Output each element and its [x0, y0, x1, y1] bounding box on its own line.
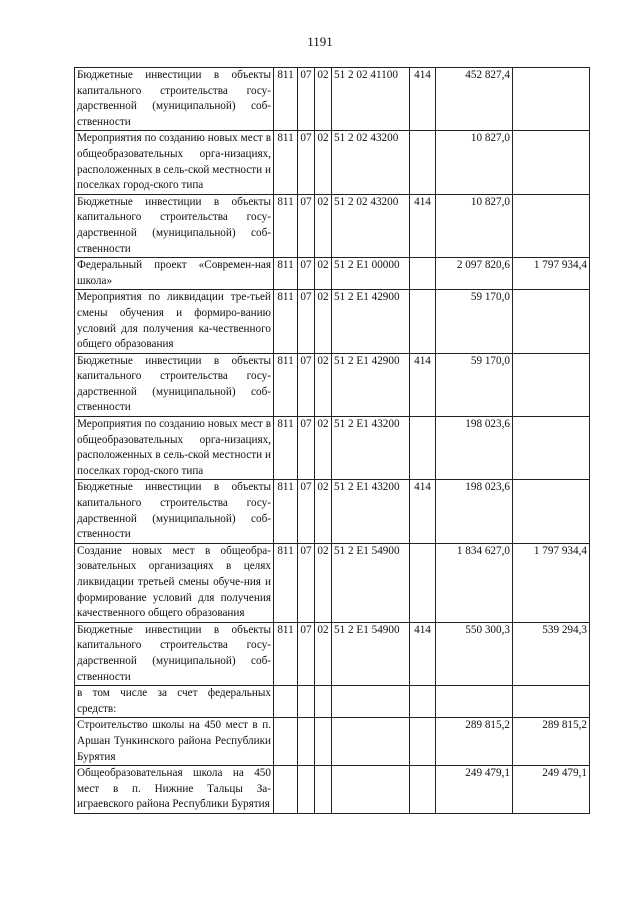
subsection-code-cell: 02: [315, 194, 332, 257]
amount-total-cell: [436, 686, 513, 718]
ministry-code-cell: 811: [274, 543, 298, 622]
ministry-code-cell: 811: [274, 258, 298, 290]
target-article-cell: 51 2 02 43200: [332, 194, 410, 257]
section-code-cell: 07: [298, 194, 315, 257]
expense-type-cell: [410, 417, 436, 480]
item-name-cell: Бюджетные инвестиции в объекты капитального строительства госу-дарственной (муниципальной) соб-ственности: [75, 480, 274, 543]
amount-federal-cell: 249 479,1: [513, 766, 590, 814]
section-code-cell: [298, 686, 315, 718]
target-article-cell: 51 2 E1 42900: [332, 353, 410, 416]
target-article-cell: 51 2 E1 43200: [332, 417, 410, 480]
subsection-code-cell: 02: [315, 543, 332, 622]
subsection-code-cell: [315, 718, 332, 766]
expense-type-cell: [410, 686, 436, 718]
target-article-cell: 51 2 E1 43200: [332, 480, 410, 543]
ministry-code-cell: 811: [274, 353, 298, 416]
item-name-cell: Мероприятия по ликвидации тре-тьей смены обучения и формиро-ванию условий для получения ка-чественного общего образования: [75, 290, 274, 353]
amount-federal-cell: 539 294,3: [513, 622, 590, 685]
target-article-cell: 51 2 E1 42900: [332, 290, 410, 353]
section-code-cell: 07: [298, 68, 315, 131]
subsection-code-cell: 02: [315, 290, 332, 353]
expense-type-cell: [410, 718, 436, 766]
subsection-code-cell: [315, 766, 332, 814]
table-row: [75, 353, 590, 416]
subsection-code-cell: 02: [315, 68, 332, 131]
table-row: [75, 622, 590, 685]
amount-total-cell: 10 827,0: [436, 194, 513, 257]
ministry-code-cell: 811: [274, 290, 298, 353]
amount-federal-cell: [513, 480, 590, 543]
subsection-code-cell: 02: [315, 622, 332, 685]
ministry-code-cell: 811: [274, 417, 298, 480]
item-name-cell: Федеральный проект «Современ-ная школа»: [75, 258, 274, 290]
amount-total-cell: 2 097 820,6: [436, 258, 513, 290]
amount-federal-cell: [513, 686, 590, 718]
item-name-cell: Мероприятия по созданию новых мест в общеобразовательных орга-низациях, расположенных в сель-ской местности и поселках город-ского типа: [75, 417, 274, 480]
amount-total-cell: 550 300,3: [436, 622, 513, 685]
subsection-code-cell: 02: [315, 417, 332, 480]
section-code-cell: 07: [298, 417, 315, 480]
amount-federal-cell: [513, 68, 590, 131]
amount-federal-cell: [513, 417, 590, 480]
item-name-cell: Создание новых мест в общеобра-зовательных организациях в целях ликвидации третьей смены обуче-ния и формирование условий для получения качественного общего образования: [75, 543, 274, 622]
section-code-cell: 07: [298, 290, 315, 353]
expense-type-cell: [410, 543, 436, 622]
section-code-cell: [298, 766, 315, 814]
amount-federal-cell: [513, 353, 590, 416]
ministry-code-cell: [274, 686, 298, 718]
amount-federal-cell: 1 797 934,4: [513, 258, 590, 290]
amount-total-cell: 59 170,0: [436, 290, 513, 353]
expense-type-cell: 414: [410, 622, 436, 685]
target-article-cell: [332, 718, 410, 766]
item-name-cell: Бюджетные инвестиции в объекты капитального строительства госу-дарственной (муниципальной) соб-ственности: [75, 353, 274, 416]
table-row: [75, 131, 590, 194]
budget-table: [74, 67, 590, 814]
ministry-code-cell: 811: [274, 480, 298, 543]
target-article-cell: 51 2 02 43200: [332, 131, 410, 194]
table-row: [75, 417, 590, 480]
amount-total-cell: 1 834 627,0: [436, 543, 513, 622]
amount-total-cell: 59 170,0: [436, 353, 513, 416]
table-row: [75, 258, 590, 290]
item-name-cell: Строительство школы на 450 мест в п. Аршан Тункинского района Республики Бурятия: [75, 718, 274, 766]
table-row: [75, 686, 590, 718]
page-number: 1191: [307, 34, 333, 49]
item-name-cell: Бюджетные инвестиции в объекты капитального строительства госу-дарственной (муниципальной) соб-ственности: [75, 68, 274, 131]
target-article-cell: 51 2 E1 54900: [332, 543, 410, 622]
table-row: [75, 68, 590, 131]
expense-type-cell: 414: [410, 194, 436, 257]
amount-federal-cell: [513, 194, 590, 257]
item-name-cell: Бюджетные инвестиции в объекты капитального строительства госу-дарственной (муниципальной) соб-ственности: [75, 622, 274, 685]
ministry-code-cell: [274, 766, 298, 814]
amount-federal-cell: [513, 290, 590, 353]
ministry-code-cell: 811: [274, 68, 298, 131]
amount-total-cell: 289 815,2: [436, 718, 513, 766]
table-row: [75, 543, 590, 622]
amount-federal-cell: [513, 131, 590, 194]
target-article-cell: 51 2 02 41100: [332, 68, 410, 131]
amount-total-cell: 198 023,6: [436, 417, 513, 480]
amount-federal-cell: 289 815,2: [513, 718, 590, 766]
section-code-cell: 07: [298, 258, 315, 290]
ministry-code-cell: 811: [274, 194, 298, 257]
amount-total-cell: 198 023,6: [436, 480, 513, 543]
item-name-cell: Мероприятия по созданию новых мест в общеобразовательных орга-низациях, расположенных в сель-ской местности и поселках город-ского типа: [75, 131, 274, 194]
target-article-cell: 51 2 E1 00000: [332, 258, 410, 290]
subsection-code-cell: [315, 686, 332, 718]
amount-total-cell: 10 827,0: [436, 131, 513, 194]
table-body: [75, 68, 590, 814]
expense-type-cell: 414: [410, 68, 436, 131]
subsection-code-cell: 02: [315, 480, 332, 543]
target-article-cell: [332, 766, 410, 814]
item-name-cell: Общеобразовательная школа на 450 мест в п. Нижние Тальцы За-играевского района Республики Бурятия: [75, 766, 274, 814]
expense-type-cell: 414: [410, 353, 436, 416]
expense-type-cell: [410, 258, 436, 290]
subsection-code-cell: 02: [315, 258, 332, 290]
item-name-cell: в том числе за счет федеральных средств:: [75, 686, 274, 718]
target-article-cell: 51 2 E1 54900: [332, 622, 410, 685]
expense-type-cell: [410, 290, 436, 353]
item-name-cell: Бюджетные инвестиции в объекты капитального строительства госу-дарственной (муниципальной) соб-ственности: [75, 194, 274, 257]
amount-total-cell: 249 479,1: [436, 766, 513, 814]
ministry-code-cell: [274, 718, 298, 766]
section-code-cell: 07: [298, 353, 315, 416]
section-code-cell: 07: [298, 480, 315, 543]
table-row: [75, 480, 590, 543]
table-row: [75, 194, 590, 257]
expense-type-cell: 414: [410, 480, 436, 543]
ministry-code-cell: 811: [274, 622, 298, 685]
target-article-cell: [332, 686, 410, 718]
expense-type-cell: [410, 131, 436, 194]
amount-federal-cell: 1 797 934,4: [513, 543, 590, 622]
section-code-cell: 07: [298, 131, 315, 194]
table-row: [75, 766, 590, 814]
table-row: [75, 718, 590, 766]
amount-total-cell: 452 827,4: [436, 68, 513, 131]
subsection-code-cell: 02: [315, 131, 332, 194]
section-code-cell: 07: [298, 543, 315, 622]
table-row: [75, 290, 590, 353]
section-code-cell: 07: [298, 622, 315, 685]
subsection-code-cell: 02: [315, 353, 332, 416]
section-code-cell: [298, 718, 315, 766]
ministry-code-cell: 811: [274, 131, 298, 194]
expense-type-cell: [410, 766, 436, 814]
